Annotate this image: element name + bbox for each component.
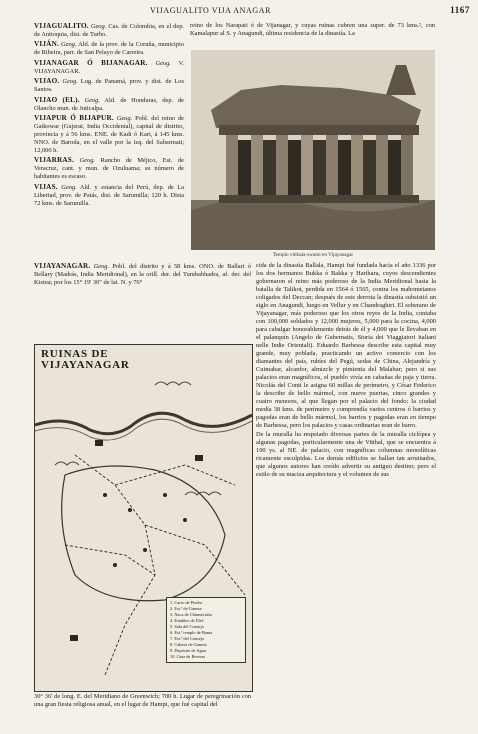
bottom-text: 30° 36' de long. E. del Meridiano de Greenwich; 700 h. Lugar de peregrinación con una gran fiesta religiosa anual, en el lugar de Hampi, que fué capital del — [34, 693, 251, 708]
right-top-text: reino de los Narapati ó de Vijanagar, y cuyas ruinas cubren una super. de 73 kms.², con Kamalapur al S. y Anagundi, última residencia de la dinastía. La — [190, 22, 435, 37]
entry: VIJAS. Geog. Ald. y estancia del Perú, dep. de La Libertad, prov. de Patás, dist. de Sarumilla; 120 h. Dista 72 kms. de Sarumilla. — [34, 182, 184, 207]
entry: VIJÁN. Geog. Ald. de la prov. de la Coruña, municipio de Ribeira, parr. de San Pelayo de Carreira. — [34, 40, 184, 57]
temple-illustration — [191, 50, 435, 250]
photo-caption: Templo vitthala-swami en Vijayanagar — [272, 252, 354, 258]
vijayanagar-entry: VIJAYANAGAR. Geog. Pobl. del distrito y á 58 kms. ONO. de Ballari ó Bellary (Madrás, India Meridional), en la orill. der. del Tumbabhadra, af. der. del Kistna; por los 15° 19' 30" de lat. N. y 76° — [34, 262, 251, 286]
legend-item: 8. Cabeza de Ganesa — [170, 642, 207, 647]
right-column-continuation: cida de la dinastía Ballala, Hampi fué fundada hacia el año 1336 por los dos hermanos Bukka ó Bakka y Harihara, cuyos descendientes gobernaron el reino más poderoso de la India Meridional hasta la batalla de Talikot, perdida en 1564 ó 1565, contra los mahometanos coligados del Deccan; después de este derrota la dinastía subsistió un siglo en Anagundi, luego en Vellur y en Chandraghiri. El soberano de Vijayanagar, más poderoso que los otros reyes de la India, contaba con 100,000 soldados y 12,000 mujeres, 5,000 para la cocina, 4,000 para cabalgar honorablemente detrás de él y 4,000 que le llevaban en el palanquín (Angelo de Gubernatis, Storia dei Viaggiatori italiani nelle Indie Orientali). Eduardo Barbessa describe esta capital muy grande, muy poblada, practicando un activo comercio con los diamantes del país, rubíes del Pegú, sedas de China, Alejandría y Cuimabar, alcanfor, almizcle y pimienta del Malabar; pero si sus palacios eran magníficos, el pueblo vivía en cabañas de paja y tierra. Nicolás del Conti le asigna 60 millas de perímetro, y César Federico la describe de bello mármol, con nueve puertas, cinco grandes y cuatro menores, al que llegan por el palacio del fondo; la ciudad medía 38 kms. de perímetro y comprendía varios centros ó barrios y pagodas eran de bello mármol, los barrios y pagodas eran en tiempo de Barbessa, pero los palacios y casas ordinarias eran de barro. De la muralla ha respetado diversas partes de la muralla ciclópea y algunas pagodas, particularmente una de Vitthal, que se encuentra á 100 ys. al NE. de palacio, con magníficas columnas monolíticas ricamente esculpidas. Los demás edificios se hallan tan arruinados, que algunos autores han creído advertir su antiguo destino; pero el estilo de su maciza arquitectura y el volumen de sus — [256, 262, 436, 479]
legend-item: 9. Depósito de Agua — [170, 648, 206, 653]
page-number: 1167 — [450, 5, 470, 15]
left-column — [34, 22, 184, 209]
entry: VIJANAGAR Ó BIJANAGAR. Geog. V. VIJAYANAGAR. — [34, 58, 184, 75]
legend-item: 6. Est.ª templo de Rama — [170, 630, 213, 635]
legend-item: 5. Sala del Consejo — [170, 624, 204, 629]
legend-item: 4. Estableo de Elef. — [170, 618, 205, 623]
legend-item: 7. Est.ª del Consejo — [170, 636, 205, 641]
entry: VIJAO. Geog. Lug. de Panamá, prov. y dist. de Los Santos. — [34, 77, 184, 94]
ruins-map — [34, 344, 253, 692]
map-title: RUINAS DE VIJAYANAGAR — [41, 348, 130, 371]
legend-item: 1. Carro de Piedra — [170, 600, 202, 605]
legend-item: 2. Est.ª de Ganesa — [170, 606, 202, 611]
legend-item: 10. Casa de Reseras — [170, 654, 206, 659]
header-title: VIJAGUALITO VIJA ANAGAR — [150, 6, 272, 15]
temple-photo — [191, 50, 435, 250]
entry: VIJAPUR Ó BIJAPUR. Geog. Pobl. del reino de Gaikowar (Gujerat, India Occidental), capital de distrito, provincia y á 56 kms. ENE. de Kadi ó Kari, á 145 kms. NNO. de Baroda, en el valle por la izq. del Sabarmati; 12,000 h. — [34, 113, 184, 154]
entry: VIJARRAS. Geog. Rancho de Méjico, Est. de Veracruz, cant. y mun. de Ozuluama; su número de habitantes es escaso. — [34, 156, 184, 181]
entry: VIJAGUALITO. Geog. Cas. de Colombia, en el dep. de Antioquia, dist. de Turbo. — [34, 22, 184, 38]
legend-item: 3. Naca de Chinnavisha — [170, 612, 212, 617]
running-header — [150, 6, 470, 18]
entry: VIJAO (EL). Geog. Ald. de Honduras, dep. de Olancho mun. de Juticalpa. — [34, 95, 184, 112]
map-legend — [166, 597, 246, 663]
